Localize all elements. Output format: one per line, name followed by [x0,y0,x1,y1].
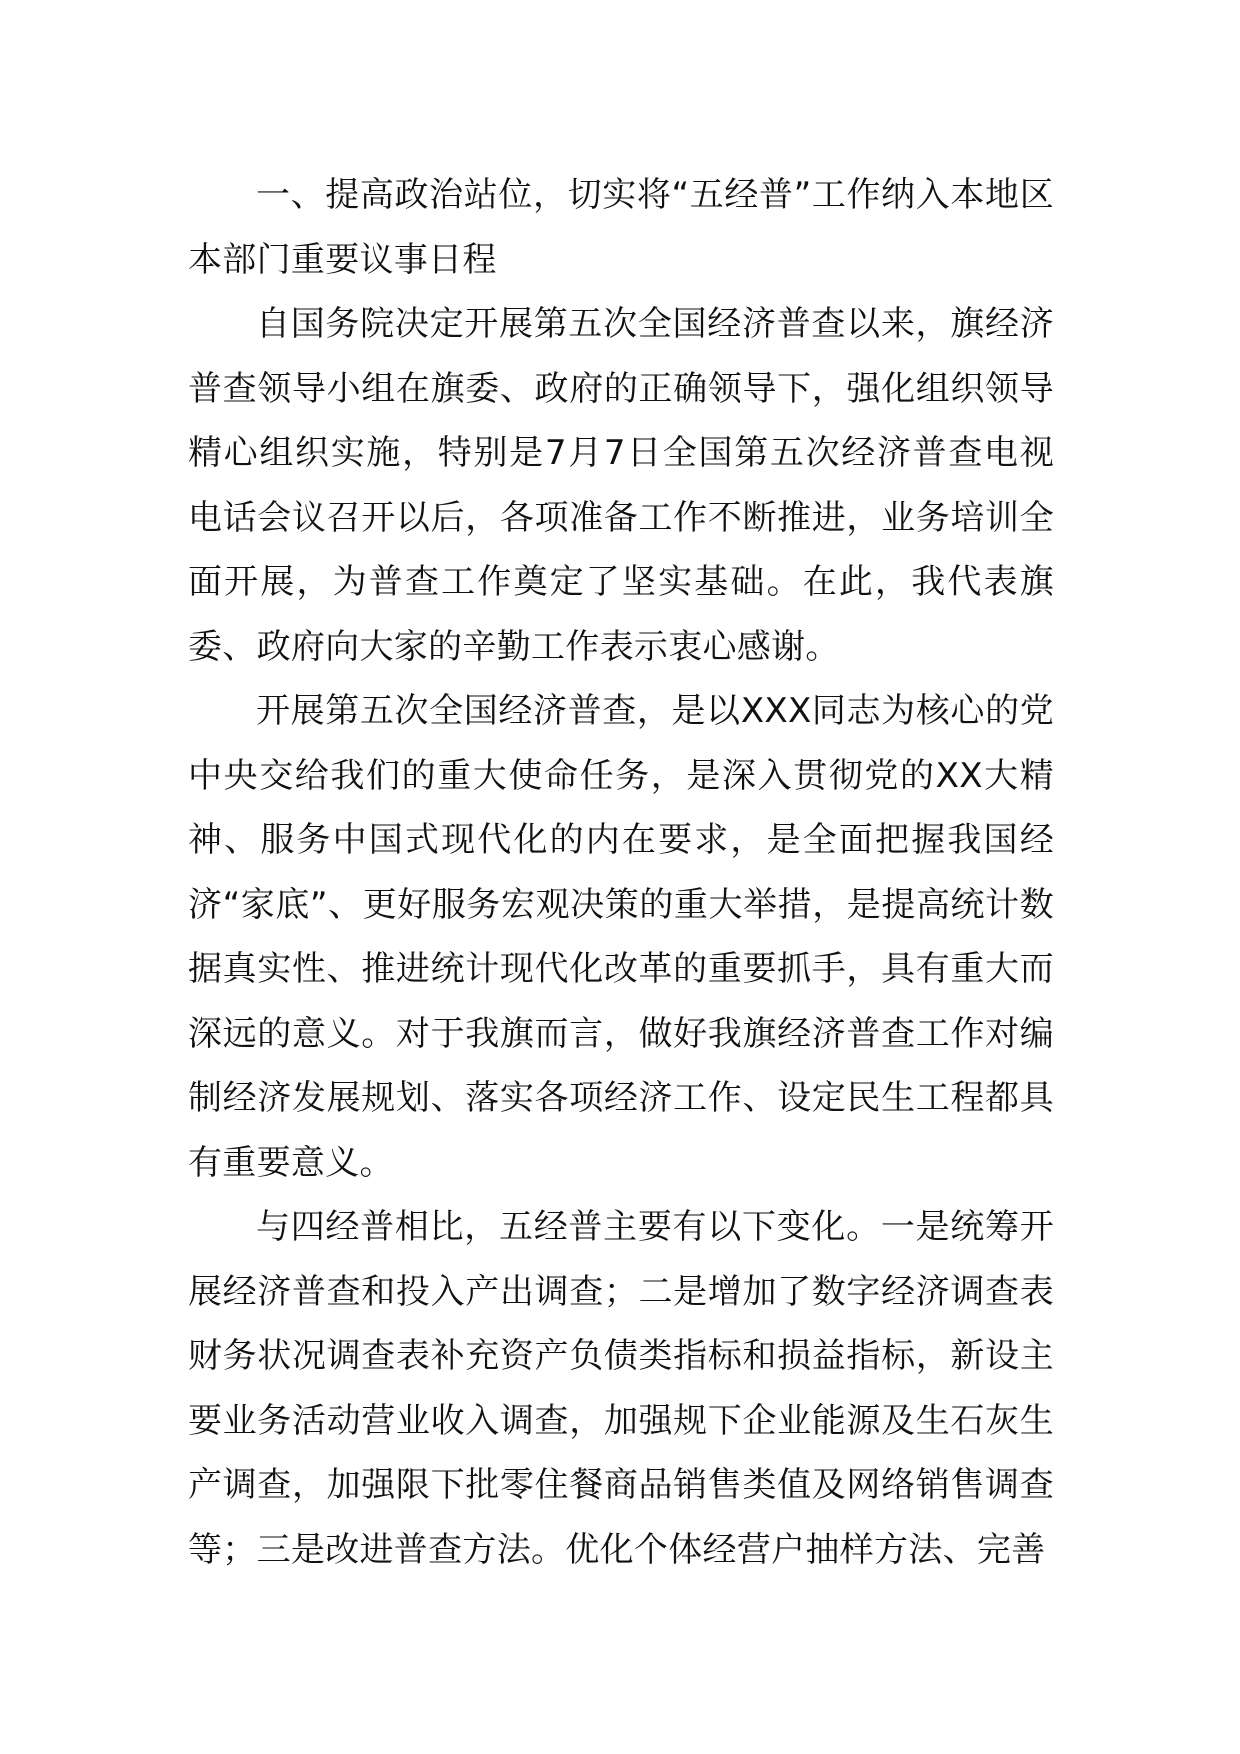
document-body [188,163,1054,1582]
section-heading: 一、提高政治站位，切实将“五经普”工作纳入本地区本部门重要议事日程 [188,175,1054,280]
paragraph-2: 开展第五次全国经济普查，是以XXX同志为核心的党中央交给我们的重大使命任务，是深入贯彻党的XX大精神、服务中国式现代化的内在要求，是全面把握我国经济“家底”、更好服务宏观决策的重大举措，是提高统计数据真实性、推进统计现代化改革的重要抓手，具有重大而深远的意义。对于我旗而言，做好我旗经济普查工作对编制经济发展规划、落实各项经济工作、设定民生工程都具有重要意义。 [188,691,1054,1183]
paragraph-1: 自国务院决定开展第五次全国经济普查以来，旗经济普查领导小组在旗委、政府的正确领导下，强化组织领导精心组织实施，特别是7月7日全国第五次经济普查电视电话会议召开以后，各项准备工作不断推进，业务培训全面开展，为普查工作奠定了坚实基础。在此，我代表旗委、政府向大家的辛勤工作表示衷心感谢。 [188,304,1054,667]
paragraph-3: 与四经普相比，五经普主要有以下变化。一是统筹开展经济普查和投入产出调查；二是增加了数字经济调查表财务状况调查表补充资产负债类指标和损益指标，新设主要业务活动营业收入调查，加强规下企业能源及生石灰生产调查，加强限下批零住餐商品销售类值及网络销售调查等；三是改进普查方法。优化个体经营户抽样方法、完善 [188,1207,1054,1570]
